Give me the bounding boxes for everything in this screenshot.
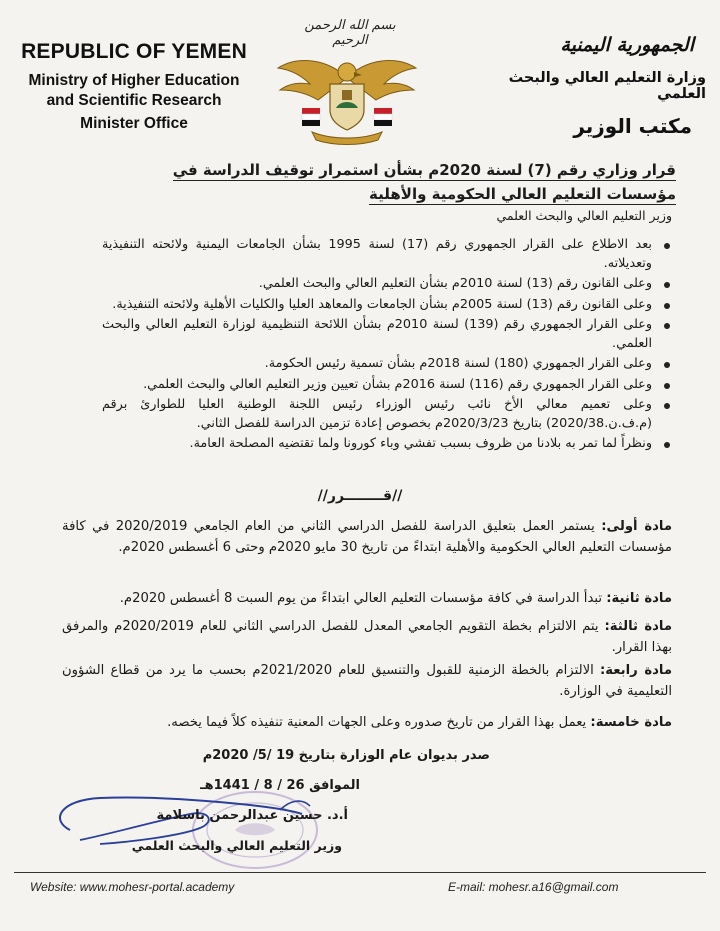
list-item: وعلى القرار الجمهوري رقم (139) لسنة 2010م بشأن اللائحة التنظيمية لوزارة التعليم العالي والبحث العلمي. <box>102 316 674 353</box>
article-text: يتم الالتزام بخطة التقويم الجامعي المعدل للفصل الدراسي الثاني للعام 2020/2019م والمرفق بهذا القرار. <box>62 619 672 655</box>
ministry-name-ar: وزارة التعليم العالي والبحث العلمي <box>508 70 706 102</box>
article-1 <box>62 516 672 558</box>
article-5 <box>62 712 672 733</box>
article-label: مادة رابعة: <box>599 663 672 678</box>
basmala: بسم الله الرحمن الرحيم <box>304 18 396 48</box>
footer-divider <box>14 872 706 873</box>
english-letterhead <box>14 40 254 133</box>
country-name-ar: الجمهورية اليمنية <box>560 34 694 56</box>
issuer-line: وزير التعليم العالي والبحث العلمي <box>496 208 672 223</box>
decision-heading: //قــــــــرر// <box>317 488 403 504</box>
ministry-name-en-2: and Scientific Research <box>46 92 222 109</box>
article-text: الالتزام بالخطة الزمنية للقبول والتنسيق للعام 2021/2020م بحسب ما يرد من قطاع الشؤون التعليمية في الوزارة. <box>62 663 672 699</box>
signatory-name: أ.د. حسين عبدالرحمن باسلامة <box>156 808 348 823</box>
hijri-date: الموافق 26 / 8 / 1441هـ <box>200 778 360 793</box>
list-item: ونظراً لما تمر به بلادنا من ظروف بسبب تفشي وباء كورونا ولما تقتضيه المصلحة العامة. <box>102 435 674 454</box>
office-name-en: Minister Office <box>80 115 188 132</box>
article-3 <box>62 616 672 658</box>
country-name-en: REPUBLIC OF YEMEN <box>21 40 247 63</box>
issue-date: صدر بديوان عام الوزارة بتاريخ 19 /5/ 2020م <box>202 748 490 763</box>
decree-title <box>116 158 676 206</box>
signatory-title: وزير التعليم العالي والبحث العلمي <box>131 838 342 853</box>
article-2 <box>62 588 672 609</box>
list-item: وعلى القانون رقم (13) لسنة 2005م بشأن الجامعات والمعاهد العليا والكليات الأهلية ولائحته التنفيذية. <box>102 296 674 315</box>
article-label: مادة ثالثة: <box>604 619 672 634</box>
article-label: مادة أولى: <box>601 519 672 534</box>
office-name-ar: مكتب الوزير <box>573 114 692 138</box>
ministry-name-en-1: Ministry of Higher Education <box>28 72 240 89</box>
list-item: بعد الاطلاع على القرار الجمهوري رقم (17) لسنة 1995 بشأن الجامعات اليمنية ولائحته التنفيذية وتعديلاته. <box>102 236 674 273</box>
list-item: وعلى القرار الجمهوري رقم (116) لسنة 2016م بشأن تعيين وزير التعليم العالي والبحث العلمي. <box>102 376 674 395</box>
list-item: وعلى تعميم معالي الأخ نائب رئيس الوزراء رئيس اللجنة الوطنية العليا للطوارئ برقم (م.ف.ن.2020/38) بتاريخ 2020/3/23م بخصوص إعادة تزمين الدراسة للفصل الثاني. <box>102 396 674 433</box>
website-text: Website: www.mohesr-portal.academy <box>30 880 235 894</box>
list-item: وعلى القرار الجمهوري (180) لسنة 2018م بشأن تسمية رئيس الحكومة. <box>102 355 674 374</box>
article-text: يعمل بهذا القرار من تاريخ صدوره وعلى الجهات المعنية تنفيذه كلاً فيما يخصه. <box>167 715 591 730</box>
article-label: مادة ثانية: <box>606 591 672 606</box>
arabic-letterhead <box>461 34 706 138</box>
article-4 <box>62 660 672 702</box>
email-text: E-mail: mohesr.a16@gmail.com <box>448 880 619 894</box>
article-text: يستمر العمل بتعليق الدراسة للفصل الدراسي الثاني من العام الجامعي 2020/2019 في كافة مؤسسات التعليم العالي الحكومية والأهلية ابتداءً من تاريخ 30 مايو 2020م وحتى 6 أغسطس 2020م. <box>62 519 672 555</box>
article-text: تبدأ الدراسة في كافة مؤسسات التعليم العالي ابتداءً من يوم السبت 8 أغسطس 2020م. <box>119 591 607 606</box>
list-item: وعلى القانون رقم (13) لسنة 2010م بشأن التعليم العالي والبحث العلمي. <box>102 275 674 294</box>
preamble-list <box>102 236 674 456</box>
article-label: مادة خامسة: <box>590 715 672 730</box>
decree-title-text: قرار وزاري رقم (7) لسنة 2020م بشأن استمرار توقيف الدراسة في مؤسسات التعليم العالي الحكومية والأهلية <box>172 161 676 203</box>
yemen-eagle-emblem-icon <box>272 38 422 148</box>
